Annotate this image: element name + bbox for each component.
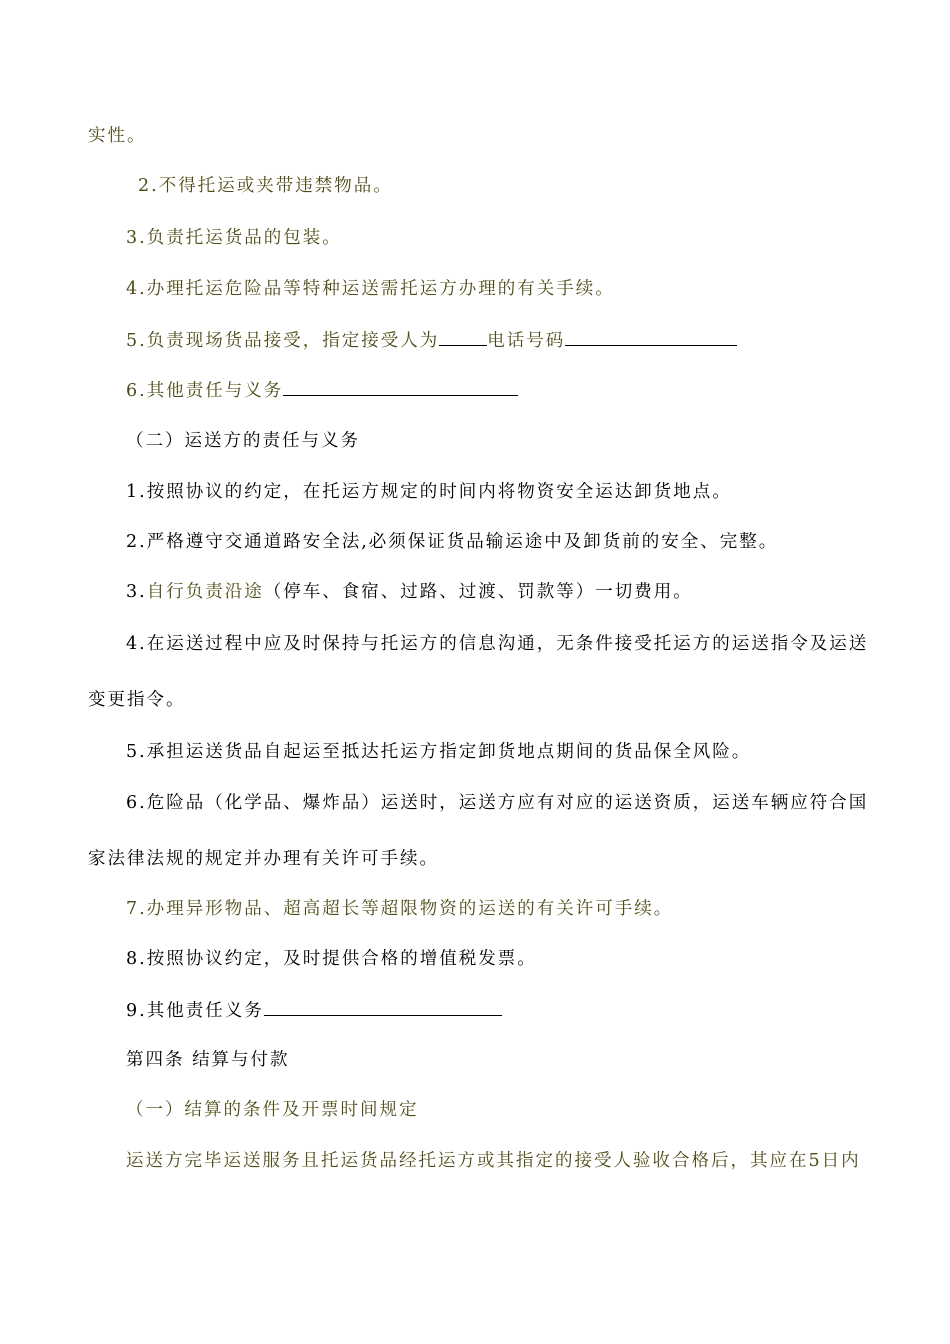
text-line: 运送方完毕运送服务且托运货品经托运方或其指定的接受人验收合格后，其应在5日内 — [126, 1151, 861, 1171]
phone-number-blank — [565, 328, 737, 346]
text-segment: 6.其他责任与义务 — [126, 381, 284, 401]
text-line: 家法律法规的规定并办理有关许可手续。 — [88, 849, 439, 869]
text-line: 7.办理异形物品、超高超长等超限物资的运送的有关许可手续。 — [126, 899, 674, 919]
text-line — [126, 998, 502, 1023]
text-line: 6.危险品（化学品、爆炸品）运送时，运送方应有对应的运送资质，运送车辆应符合国 — [126, 793, 869, 813]
text-line: 4.办理托运危险品等特种运送需托运方办理的有关手续。 — [126, 279, 615, 299]
text-segment: 电话号码 — [487, 331, 566, 351]
other-obligations-blank — [264, 998, 502, 1016]
text-line — [126, 378, 518, 403]
article-heading: 第四条 结算与付款 — [126, 1050, 290, 1070]
section-heading: （一）结算的条件及开票时间规定 — [126, 1100, 419, 1120]
text-line: 3.负责托运货品的包装。 — [126, 228, 342, 248]
text-segment: （停车、食宿、过路、过渡、罚款等）一切费用。 — [263, 582, 693, 602]
text-line: 1.按照协议的约定，在托运方规定的时间内将物资安全运达卸货地点。 — [126, 482, 732, 502]
text-segment: 自行负责沿途 — [146, 582, 264, 602]
text-line — [126, 580, 693, 604]
text-line: 4.在运送过程中应及时保持与托运方的信息沟通，无条件接受托运方的运送指令及运送 — [126, 634, 869, 654]
text-line: 8.按照协议约定，及时提供合格的增值税发票。 — [126, 949, 537, 969]
text-line: 5.承担运送货品自起运至抵达托运方指定卸货地点期间的货品保全风险。 — [126, 742, 752, 762]
text-line: 实性。 — [88, 126, 147, 146]
section-heading: （二）运送方的责任与义务 — [126, 431, 360, 451]
text-line: 2.不得托运或夹带违禁物品。 — [138, 176, 393, 196]
text-line: 2.严格遵守交通道路安全法,必须保证货品输运途中及卸货前的安全、完整。 — [126, 532, 779, 552]
text-line — [126, 328, 737, 353]
text-line: 变更指令。 — [88, 690, 186, 710]
text-segment: 3. — [126, 582, 147, 602]
text-segment: 9.其他责任义务 — [126, 1001, 264, 1021]
receiver-name-blank — [439, 328, 487, 346]
text-segment: 5.负责现场货品接受，指定接受人为 — [126, 331, 440, 351]
other-duties-blank — [283, 378, 518, 396]
